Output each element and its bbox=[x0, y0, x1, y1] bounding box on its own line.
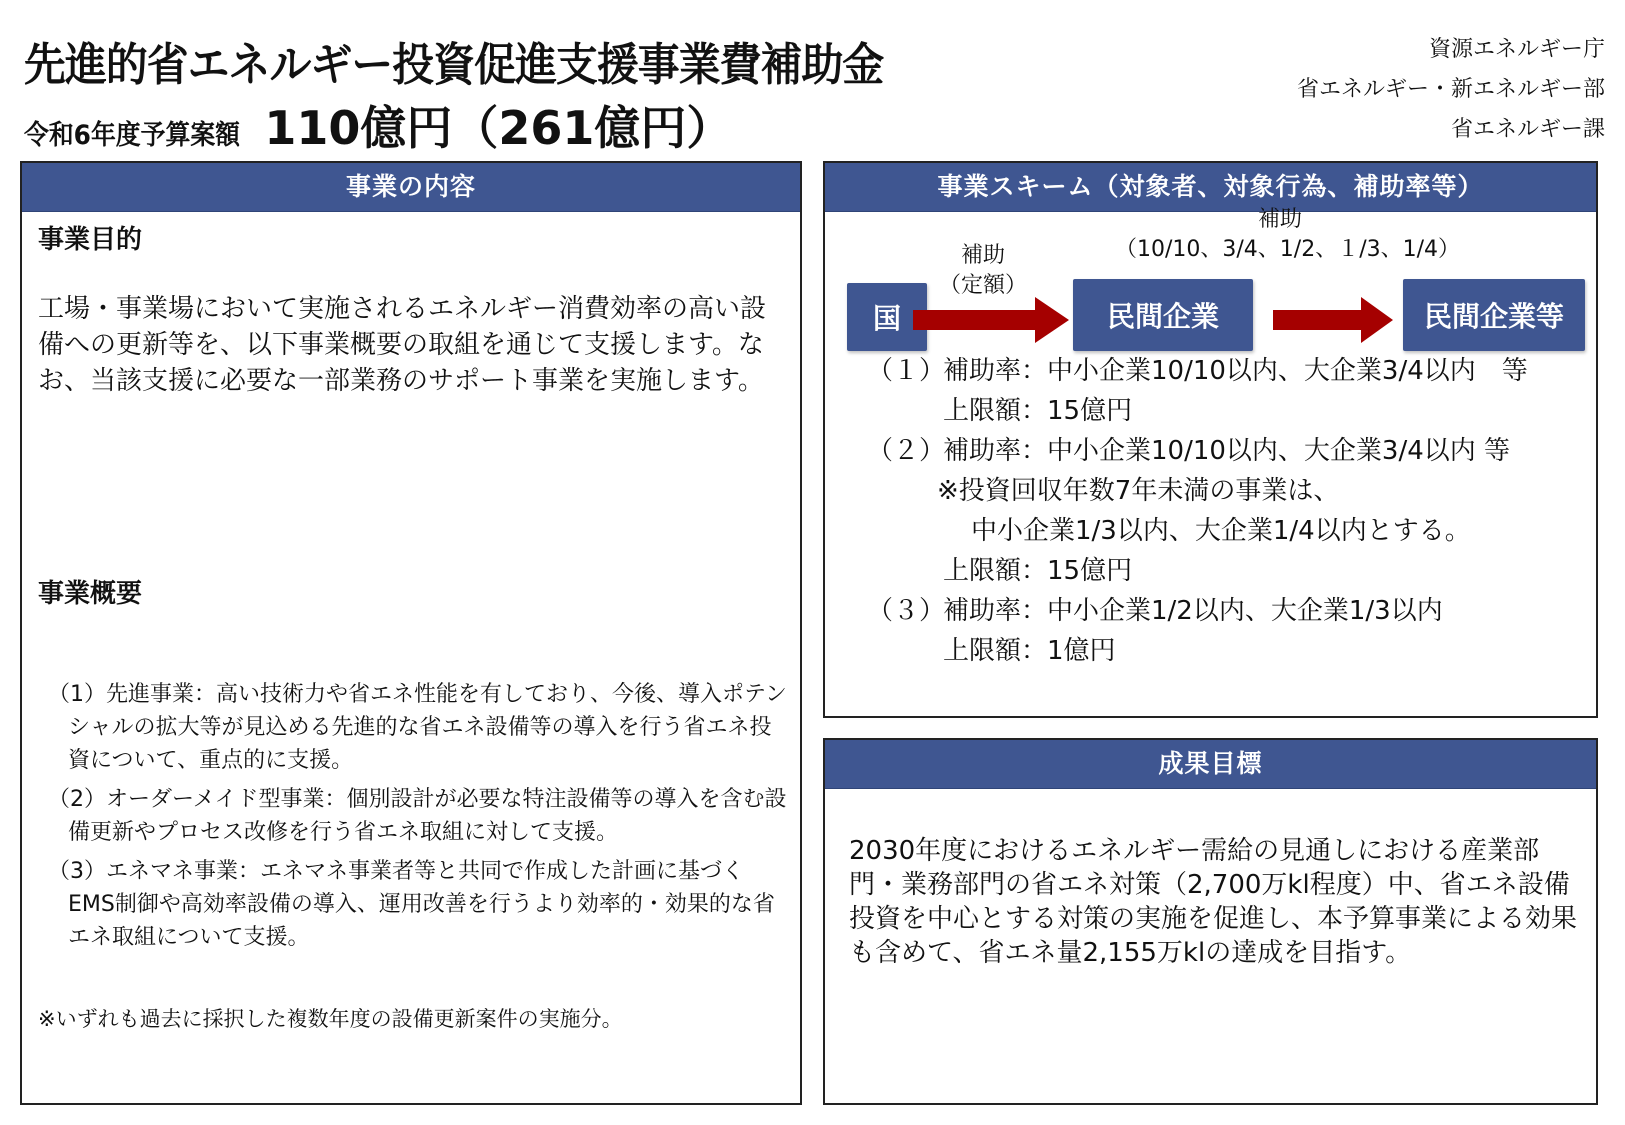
content-panel-header: 事業の内容 bbox=[22, 163, 800, 212]
node-private-companies-etc: 民間企業等 bbox=[1403, 279, 1585, 351]
arrow1-label bbox=[933, 241, 1033, 301]
overview-item-energy-management: （3）エネマネ事業：エネマネ事業者等と共同で作成した計画に基づくEMS制御や高効率設備の導入、運用改善を行うより効率的・効果的な省エネ取組について支援。 bbox=[48, 859, 775, 950]
org-division: 省エネルギー課 bbox=[1450, 117, 1605, 142]
arrow2-label-line2: （10/10、3/4、1/2、１/3、1/4） bbox=[1115, 237, 1461, 262]
rate-3-cap: 上限額：1億円 bbox=[943, 636, 1116, 666]
purpose-text: 工場・事業場において実施されるエネルギー消費効率の高い設備への更新等を、以下事業概要の取組を通じて支援します。なお、当該支援に必要な一部業務のサポート事業を実施します。 bbox=[38, 294, 767, 396]
arrow-right-icon bbox=[913, 295, 1073, 345]
page-title: 先進的省エネルギー投資促進支援事業費補助金 bbox=[24, 38, 884, 91]
arrow2-label bbox=[1115, 205, 1461, 265]
arrow1-label-line1: 補助 bbox=[960, 243, 1005, 268]
scheme-panel bbox=[823, 161, 1598, 718]
overview-list bbox=[48, 678, 788, 960]
overview-heading: 事業概要 bbox=[38, 579, 143, 609]
rate-2 bbox=[867, 431, 1528, 471]
rate-1 bbox=[867, 351, 1528, 391]
budget-row bbox=[24, 92, 732, 158]
rate-1-text: 補助率：中小企業10/10以内、大企業3/4以内 等 bbox=[943, 356, 1528, 386]
overview-item-advanced: （1）先進事業：高い技術力や省エネ性能を有しており、今後、導入ポテンシャルの拡大等が見込める先進的な省エネ設備等の導入を行う省エネ投資について、重点的に支援。 bbox=[48, 682, 787, 773]
org-department: 省エネルギー・新エネルギー部 bbox=[1296, 77, 1605, 102]
organization-block bbox=[1297, 30, 1605, 150]
budget-label: 令和6年度予算案額 bbox=[24, 120, 241, 151]
rate-2-note-1: ※投資回収年数7年未満の事業は、 bbox=[937, 476, 1340, 506]
rate-1-number: （１） bbox=[867, 356, 946, 386]
rate-3-number: （３） bbox=[867, 596, 946, 626]
budget-amount: 110億円（261億円） bbox=[264, 101, 733, 155]
rate-3 bbox=[867, 591, 1528, 631]
scheme-panel-header: 事業スキーム（対象者、対象行為、補助率等） bbox=[825, 163, 1596, 212]
arrow2-label-line1: 補助 bbox=[1257, 207, 1302, 232]
rate-2-text: 補助率：中小企業10/10以内、大企業3/4以内 等 bbox=[943, 436, 1511, 466]
rate-2-note-2: 中小企業1/3以内、大企業1/4以内とする。 bbox=[971, 516, 1471, 546]
rate-2-number: （２） bbox=[867, 436, 946, 466]
org-agency: 資源エネルギー庁 bbox=[1428, 37, 1605, 62]
content-panel bbox=[20, 161, 802, 1105]
outcome-text: 2030年度におけるエネルギー需給の見通しにおける産業部門・業務部門の省エネ対策（2,700万kl程度）中、省エネ設備投資を中心とする対策の実施を促進し、本予算事業による効果も含めて、省エネ量2,155万klの達成を目指す。 bbox=[849, 836, 1578, 968]
outcome-panel-header: 成果目標 bbox=[825, 740, 1596, 789]
arrow-right-icon bbox=[1273, 295, 1398, 345]
overview-item-custom: （2）オーダーメイド型事業：個別設計が必要な特注設備等の導入を含む設備更新やプロセス改修を行う省エネ取組に対して支援。 bbox=[48, 787, 787, 845]
outcome-panel bbox=[823, 738, 1598, 1105]
node-private-company: 民間企業 bbox=[1073, 279, 1253, 351]
footnote: ※いずれも過去に採択した複数年度の設備更新案件の実施分。 bbox=[38, 1007, 623, 1031]
rate-1-cap: 上限額：15億円 bbox=[943, 396, 1133, 426]
rate-2-cap: 上限額：15億円 bbox=[943, 556, 1133, 586]
rate-3-text: 補助率：中小企業1/2以内、大企業1/3以内 bbox=[943, 596, 1443, 626]
purpose-heading: 事業目的 bbox=[38, 225, 143, 255]
arrow1-label-line2: （定額） bbox=[938, 273, 1027, 298]
node-government: 国 bbox=[847, 283, 927, 351]
subsidy-rates bbox=[867, 351, 1528, 671]
